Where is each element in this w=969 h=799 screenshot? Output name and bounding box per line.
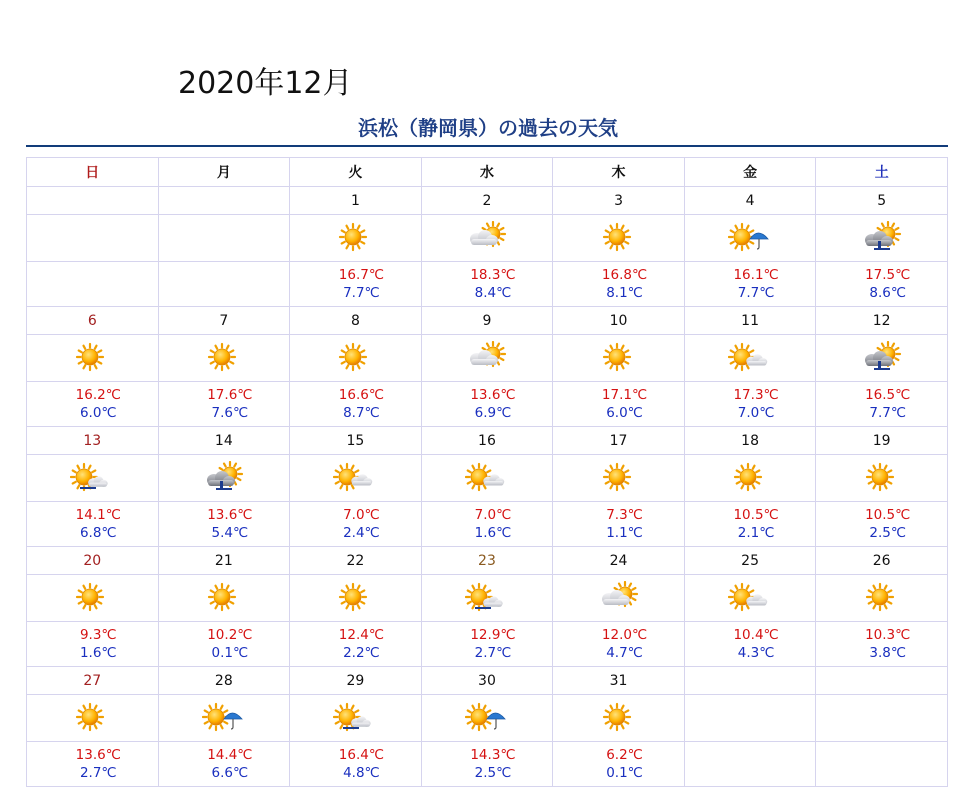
weekday-fri: 金 — [684, 158, 816, 187]
max-temperature: 16.5℃ — [865, 387, 911, 403]
empty-cell — [158, 187, 290, 215]
day-number: 6 — [27, 307, 159, 335]
date-row — [27, 667, 948, 695]
temperature-cell — [684, 622, 816, 667]
date-row — [27, 187, 948, 215]
min-temperature: 6.6℃ — [211, 765, 249, 781]
sunny-then-cloudy-icon — [728, 588, 772, 607]
temperature-cell — [27, 382, 159, 427]
temperature-cell — [553, 382, 685, 427]
weather-icon-row — [27, 575, 948, 622]
day-number: 26 — [816, 547, 948, 575]
temperature-cell — [421, 262, 553, 307]
day-number: 5 — [816, 187, 948, 215]
day-number: 18 — [684, 427, 816, 455]
sunny-cloudy-windy-icon — [465, 588, 509, 607]
weather-cell — [290, 575, 422, 622]
weather-cell — [684, 215, 816, 262]
temperature-cell — [684, 382, 816, 427]
empty-cell — [684, 742, 816, 787]
weather-cell — [816, 215, 948, 262]
cloudy-then-sunny-icon — [465, 228, 509, 247]
min-temperature: 7.0℃ — [737, 405, 775, 421]
weather-cell — [158, 335, 290, 382]
max-temperature: 17.1℃ — [601, 387, 648, 403]
temperature-cell — [553, 622, 685, 667]
min-temperature: 1.6℃ — [79, 645, 117, 661]
weather-cell — [158, 695, 290, 742]
min-temperature: 8.7℃ — [343, 405, 380, 421]
sunny-then-cloudy-icon — [333, 468, 377, 487]
weather-cell — [421, 335, 553, 382]
title-divider — [26, 145, 948, 147]
day-number: 29 — [290, 667, 422, 695]
temperature-cell — [290, 622, 422, 667]
temperature-cell — [290, 742, 422, 787]
day-number: 10 — [553, 307, 685, 335]
day-number: 20 — [27, 547, 159, 575]
max-temperature: 12.9℃ — [470, 627, 516, 643]
min-temperature: 2.5℃ — [474, 765, 512, 781]
weather-cell — [290, 215, 422, 262]
temperature-cell — [27, 622, 159, 667]
page-subtitle: 浜松（静岡県）の過去の天気 — [358, 116, 618, 140]
weather-cell — [816, 575, 948, 622]
sunny-icon — [202, 348, 246, 367]
day-number: 30 — [421, 667, 553, 695]
max-temperature: 18.3℃ — [470, 267, 516, 283]
min-temperature: 4.7℃ — [606, 645, 643, 661]
min-temperature: 6.0℃ — [79, 405, 117, 421]
weather-icon-row — [27, 215, 948, 262]
min-temperature: 7.7℃ — [869, 405, 906, 421]
weather-cell — [421, 575, 553, 622]
min-temperature: 3.8℃ — [869, 645, 906, 661]
cloudy-then-sunny-icon — [465, 348, 509, 367]
cloudy-then-sunny-icon — [597, 588, 641, 607]
sunny-icon — [202, 588, 246, 607]
day-number: 12 — [816, 307, 948, 335]
sunny-icon — [597, 228, 641, 247]
day-number: 15 — [290, 427, 422, 455]
temperature-cell — [553, 502, 685, 547]
weekday-mon: 月 — [158, 158, 290, 187]
temperature-cell — [553, 262, 685, 307]
day-number: 16 — [421, 427, 553, 455]
min-temperature: 2.1℃ — [737, 525, 775, 541]
day-number: 25 — [684, 547, 816, 575]
weather-cell — [290, 695, 422, 742]
max-temperature: 12.0℃ — [601, 627, 648, 643]
sunny-then-rain-icon — [465, 708, 509, 727]
sunny-icon — [70, 588, 114, 607]
day-number: 1 — [290, 187, 422, 215]
max-temperature: 10.5℃ — [865, 507, 911, 523]
sunny-icon — [333, 588, 377, 607]
empty-cell — [684, 667, 816, 695]
empty-cell — [816, 695, 948, 742]
temperature-cell — [27, 742, 159, 787]
cloudy-sunny-windy-icon — [860, 228, 904, 247]
weather-cell — [553, 455, 685, 502]
empty-cell — [158, 262, 290, 307]
temperature-row — [27, 742, 948, 787]
max-temperature: 14.4℃ — [207, 747, 253, 763]
sunny-icon — [860, 588, 904, 607]
sunny-then-cloudy-icon — [465, 468, 509, 487]
temperature-cell — [290, 382, 422, 427]
max-temperature: 7.0℃ — [474, 507, 512, 523]
cloudy-sunny-windy-icon — [202, 468, 246, 487]
empty-cell — [816, 667, 948, 695]
day-number: 21 — [158, 547, 290, 575]
month-title: 2020年12月 — [178, 66, 353, 101]
weather-cell — [553, 335, 685, 382]
cloudy-sunny-windy-icon — [860, 348, 904, 367]
day-number: 27 — [27, 667, 159, 695]
weather-cell — [421, 215, 553, 262]
day-number: 24 — [553, 547, 685, 575]
min-temperature: 2.7℃ — [79, 765, 117, 781]
weather-cell — [27, 455, 159, 502]
max-temperature: 14.1℃ — [75, 507, 121, 523]
empty-cell — [27, 187, 159, 215]
sunny-then-cloudy-icon — [728, 348, 772, 367]
day-number: 8 — [290, 307, 422, 335]
temperature-cell — [421, 502, 553, 547]
max-temperature: 7.3℃ — [606, 507, 643, 523]
min-temperature: 7.6℃ — [211, 405, 249, 421]
max-temperature: 12.4℃ — [338, 627, 385, 643]
weather-cell — [553, 695, 685, 742]
day-number: 14 — [158, 427, 290, 455]
temperature-row — [27, 502, 948, 547]
weekday-tue: 火 — [290, 158, 422, 187]
weather-cell — [553, 575, 685, 622]
min-temperature: 0.1℃ — [211, 645, 249, 661]
max-temperature: 7.0℃ — [343, 507, 380, 523]
max-temperature: 17.5℃ — [865, 267, 911, 283]
weather-cell — [684, 335, 816, 382]
max-temperature: 16.1℃ — [733, 267, 779, 283]
min-temperature: 7.7℃ — [343, 285, 380, 301]
temperature-cell — [816, 502, 948, 547]
day-number: 7 — [158, 307, 290, 335]
empty-cell — [27, 215, 159, 262]
min-temperature: 6.9℃ — [474, 405, 512, 421]
max-temperature: 10.4℃ — [733, 627, 779, 643]
min-temperature: 7.7℃ — [737, 285, 775, 301]
empty-cell — [158, 215, 290, 262]
temperature-cell — [27, 502, 159, 547]
weather-cell — [816, 455, 948, 502]
min-temperature: 2.4℃ — [343, 525, 380, 541]
date-row — [27, 427, 948, 455]
min-temperature: 1.6℃ — [474, 525, 512, 541]
max-temperature: 17.6℃ — [207, 387, 253, 403]
weather-cell — [27, 575, 159, 622]
max-temperature: 13.6℃ — [75, 747, 121, 763]
max-temperature: 6.2℃ — [606, 747, 643, 763]
day-number: 11 — [684, 307, 816, 335]
sunny-then-rain-icon — [728, 228, 772, 247]
min-temperature: 4.3℃ — [737, 645, 775, 661]
sunny-then-rain-icon — [202, 708, 246, 727]
max-temperature: 10.5℃ — [733, 507, 779, 523]
day-number: 9 — [421, 307, 553, 335]
min-temperature: 2.2℃ — [343, 645, 380, 661]
temperature-cell — [816, 262, 948, 307]
temperature-cell — [290, 502, 422, 547]
temperature-cell — [816, 622, 948, 667]
min-temperature: 2.7℃ — [474, 645, 512, 661]
temperature-cell — [421, 382, 553, 427]
weather-cell — [27, 335, 159, 382]
min-temperature: 0.1℃ — [606, 765, 643, 781]
weather-cell — [684, 575, 816, 622]
temperature-cell — [816, 382, 948, 427]
temperature-cell — [684, 262, 816, 307]
min-temperature: 2.5℃ — [869, 525, 906, 541]
max-temperature: 16.7℃ — [338, 267, 385, 283]
date-row — [27, 547, 948, 575]
max-temperature: 16.6℃ — [338, 387, 385, 403]
weather-cell — [27, 695, 159, 742]
date-row — [27, 307, 948, 335]
sunny-icon — [70, 708, 114, 727]
day-number: 3 — [553, 187, 685, 215]
weather-cell — [158, 455, 290, 502]
weather-icon-row — [27, 695, 948, 742]
sunny-cloudy-windy-icon — [333, 708, 377, 727]
weather-cell — [158, 575, 290, 622]
temperature-cell — [290, 262, 422, 307]
min-temperature: 1.1℃ — [606, 525, 643, 541]
max-temperature: 13.6℃ — [207, 507, 253, 523]
temperature-cell — [553, 742, 685, 787]
sunny-icon — [333, 228, 377, 247]
empty-cell — [27, 262, 159, 307]
weather-icon-row — [27, 335, 948, 382]
day-number: 28 — [158, 667, 290, 695]
max-temperature: 17.3℃ — [733, 387, 779, 403]
min-temperature: 6.8℃ — [79, 525, 117, 541]
day-number: 4 — [684, 187, 816, 215]
max-temperature: 16.4℃ — [338, 747, 385, 763]
max-temperature: 14.3℃ — [470, 747, 516, 763]
sunny-icon — [597, 708, 641, 727]
max-temperature: 10.3℃ — [865, 627, 911, 643]
temperature-cell — [158, 502, 290, 547]
weather-cell — [684, 455, 816, 502]
weekday-header-row — [27, 158, 948, 187]
temperature-cell — [684, 502, 816, 547]
day-number: 22 — [290, 547, 422, 575]
temperature-row — [27, 262, 948, 307]
sunny-icon — [597, 468, 641, 487]
weather-cell — [553, 215, 685, 262]
min-temperature: 8.1℃ — [606, 285, 643, 301]
sunny-icon — [860, 468, 904, 487]
min-temperature: 8.4℃ — [474, 285, 512, 301]
sunny-icon — [597, 348, 641, 367]
max-temperature: 16.2℃ — [75, 387, 121, 403]
day-number: 19 — [816, 427, 948, 455]
temperature-cell — [158, 742, 290, 787]
temperature-cell — [421, 742, 553, 787]
day-number: 17 — [553, 427, 685, 455]
sunny-icon — [70, 348, 114, 367]
max-temperature: 13.6℃ — [470, 387, 516, 403]
min-temperature: 5.4℃ — [211, 525, 249, 541]
day-number: 2 — [421, 187, 553, 215]
weekday-sat: 土 — [816, 158, 948, 187]
sunny-icon — [728, 468, 772, 487]
min-temperature: 8.6℃ — [869, 285, 906, 301]
temperature-cell — [421, 622, 553, 667]
temperature-cell — [158, 382, 290, 427]
weather-cell — [421, 455, 553, 502]
weather-cell — [290, 335, 422, 382]
sunny-cloudy-windy-icon — [70, 468, 114, 487]
max-temperature: 9.3℃ — [79, 627, 117, 643]
empty-cell — [816, 742, 948, 787]
temperature-row — [27, 622, 948, 667]
min-temperature: 6.0℃ — [606, 405, 643, 421]
weather-cell — [816, 335, 948, 382]
weekday-sun: 日 — [27, 158, 159, 187]
day-number: 13 — [27, 427, 159, 455]
temperature-row — [27, 382, 948, 427]
weather-cell — [421, 695, 553, 742]
min-temperature: 4.8℃ — [343, 765, 380, 781]
day-number: 23 — [421, 547, 553, 575]
weekday-wed: 水 — [421, 158, 553, 187]
temperature-cell — [158, 622, 290, 667]
day-number: 31 — [553, 667, 685, 695]
weekday-thu: 木 — [553, 158, 685, 187]
weather-icon-row — [27, 455, 948, 502]
max-temperature: 10.2℃ — [207, 627, 253, 643]
sunny-icon — [333, 348, 377, 367]
max-temperature: 16.8℃ — [601, 267, 648, 283]
empty-cell — [684, 695, 816, 742]
weather-cell — [290, 455, 422, 502]
calendar-table — [26, 157, 948, 787]
